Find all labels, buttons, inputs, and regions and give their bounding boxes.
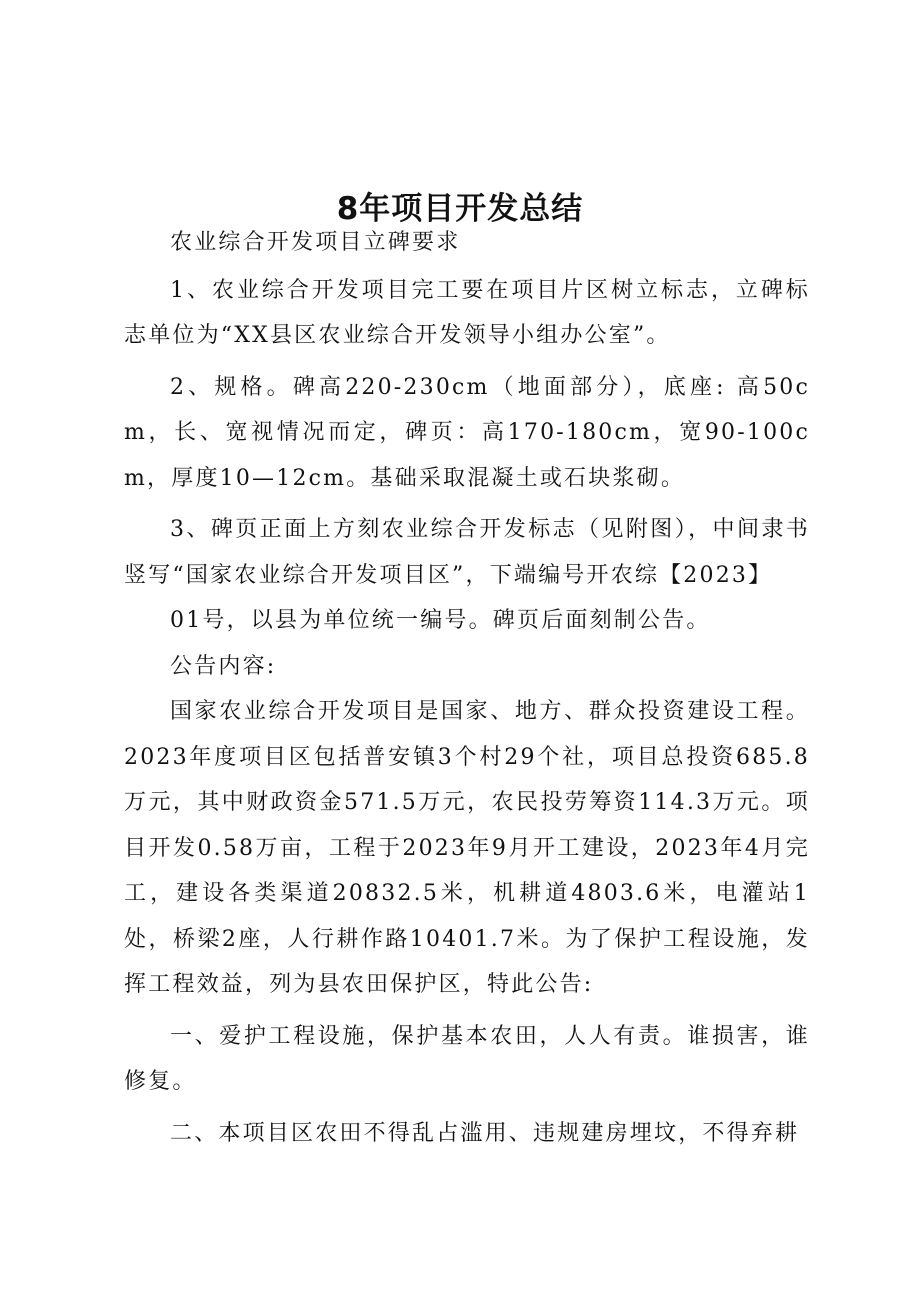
paragraph-item-1: 1、农业综合开发项目完工要在项目片区树立标志，立碑标志单位为“XX县区农业综合开发领导小组办公室”。 xyxy=(124,277,810,348)
paragraph-rule-1: 一、爱护工程设施，保护基本农田，人人有责。谁损害，谁修复。 xyxy=(124,1023,810,1094)
paragraph-item-2: 2、规格。碑高220-230cm（地面部分），底座: 高50cm，长、宽视情况而定，碑页：高170-180cm，宽90-100cm，厚度10—12cm。基础采取混凝土或石块浆砌。 xyxy=(124,374,810,491)
paragraph-rule-2: 二、本项目区农田不得乱占滥用、违规建房埋坟，不得弃耕 xyxy=(170,1120,800,1146)
paragraph-notice-heading: 公告内容: xyxy=(170,653,277,679)
paragraph-notice-body: 国家农业综合开发项目是国家、地方、群众投资建设工程。2023年度项目区包括普安镇3个村29个社，项目总投资685.8万元，其中财政资金571.5万元，农民投劳筹资114.3万元。项目开发0.58万亩，工程于2023年9月开工建设，2023年4月完工，建设各类渠道20832.5米，机耕道4803.6米，电灌站1处，桥梁2座，人行耕作路10401.7米。为了保护工程设施，发挥工程效益，列为县农田保护区，特此公告: xyxy=(124,699,810,997)
paragraph-item-3: 3、碑页正面上方刻农业综合开发标志（见附图），中间隶书竖写“国家农业综合开发项目区”，下端编号开农综【2023】 xyxy=(124,517,810,588)
document-body xyxy=(124,220,810,1156)
paragraph-item-3-continued: 01号，以县为单位统一编号。碑页后面刻制公告。 xyxy=(170,608,711,633)
paragraph-subtitle: 农业综合开发项目立碑要求 xyxy=(170,230,461,255)
document-title: 8年项目开发总结 xyxy=(336,190,584,227)
